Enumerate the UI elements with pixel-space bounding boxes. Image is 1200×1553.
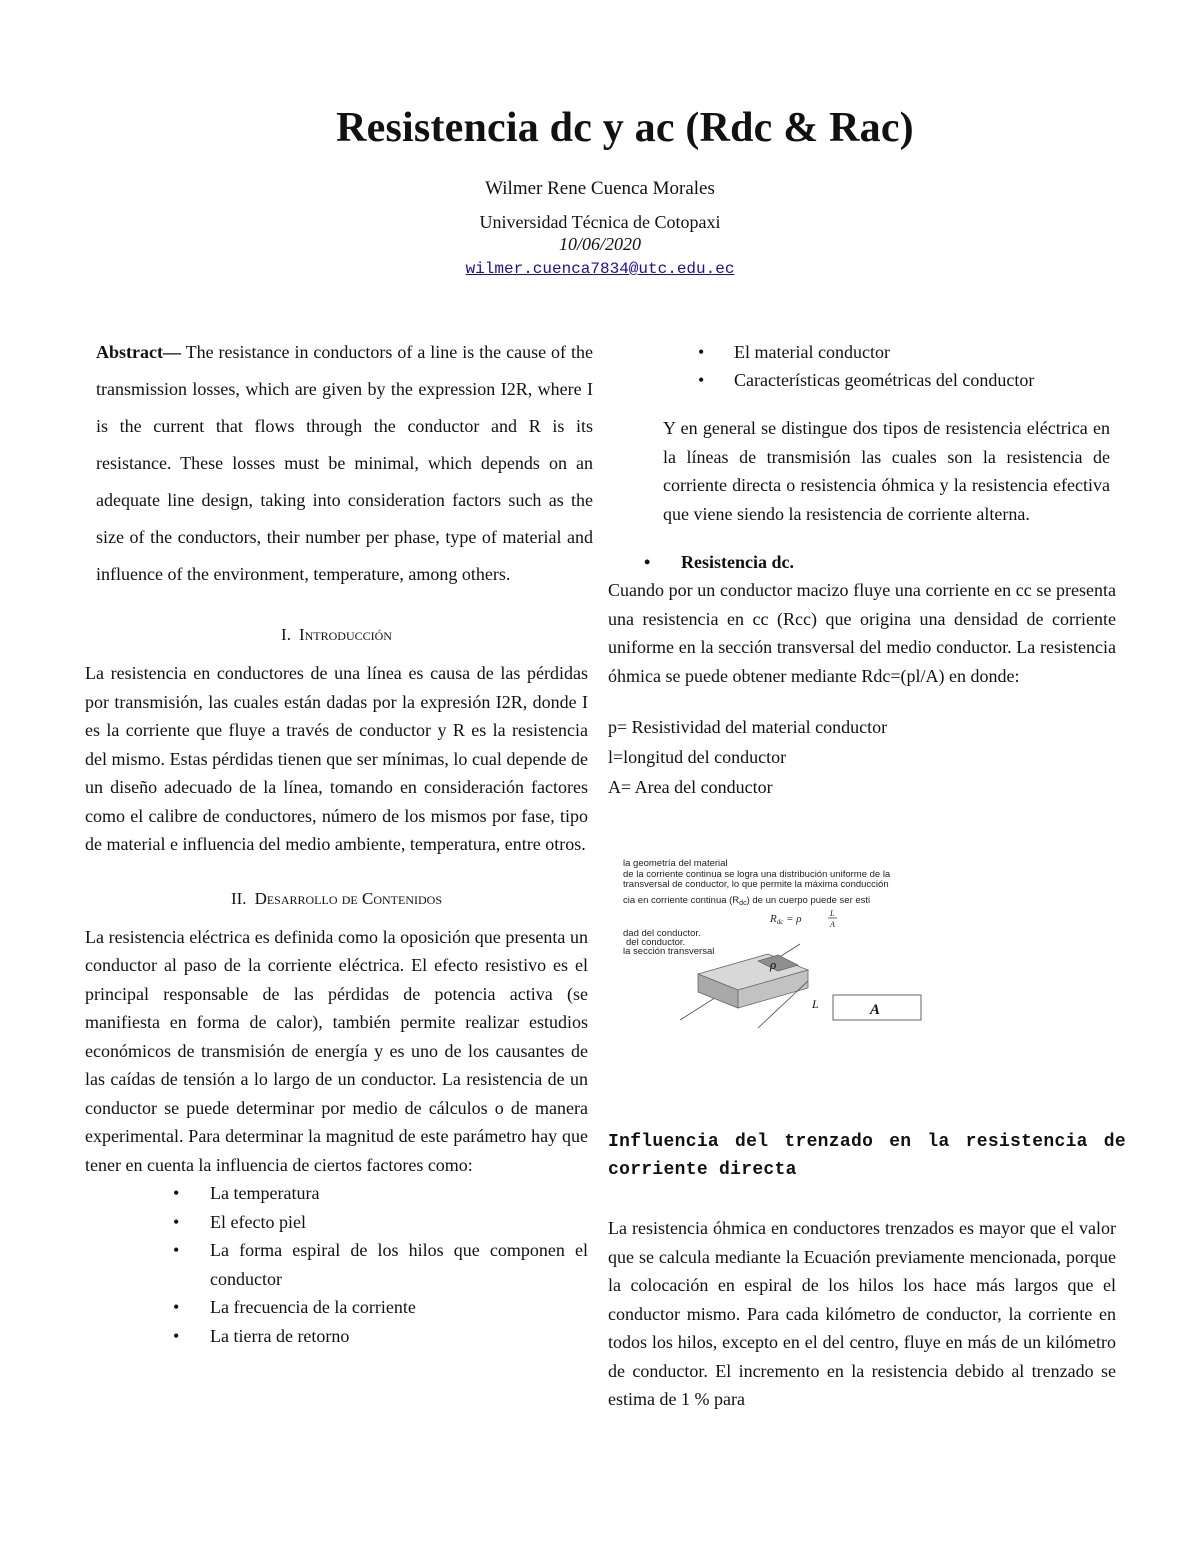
figure-text-line: cia en corriente continua $(R_{dc})$ de un cuerpo puede ser esti — [623, 895, 871, 907]
list-item: • El efecto piel — [170, 1208, 588, 1237]
svg-text:Rdc = ρ: Rdc = ρ — [770, 913, 802, 926]
paper-date: 10/06/2020 — [558, 234, 641, 254]
section-number: II. — [230, 888, 247, 908]
author-email — [0, 260, 1200, 278]
formula — [769, 909, 837, 929]
rdc-text: Cuando por un conductor macizo fluye una corriente en cc se presenta una resistencia en cc (Rcc) que origina una densidad de corriente uniforme en la sección transversal del medio conductor. La resistencia óhmica se puede obtener mediante Rdc=(pl/A) en donde: — [608, 580, 1116, 686]
factors-list — [170, 1179, 588, 1350]
email-link[interactable]: wilmer.cuenca7834@utc.edu.ec — [465, 260, 735, 278]
figure-note: dad del conductor. — [623, 928, 701, 939]
influence-heading: Influencia del trenzado en la resistencia de corriente directa — [608, 1132, 1126, 1180]
section-title: Desarrollo de Contenidos — [254, 888, 443, 908]
list-item: • El material conductor — [698, 338, 1118, 366]
right-column — [608, 334, 1126, 1414]
svg-text:A: A — [830, 920, 835, 929]
resistance-types-text: Y en general se distingue dos tipos de resistencia eléctrica en la líneas de transmisión las cuales son la resistencia de corriente directa o resistencia óhmica y la resistencia efectiva que viene siendo la resistencia de corriente alterna. — [663, 418, 1110, 524]
list-item: • La forma espiral de los hilos que componen el conductor — [170, 1236, 588, 1293]
area-label: A — [870, 1002, 881, 1018]
list-item: • La tierra de retorno — [170, 1322, 588, 1351]
figure-text-line: transversal de conductor, lo que permite la máxima conducción — [623, 879, 889, 890]
author-name: Wilmer Rene Cuenca Morales — [485, 178, 715, 199]
affiliation: Universidad Técnica de Cotopaxi — [479, 212, 721, 232]
figure-text-line: de la corriente continua se logra una distribución uniforme de la — [623, 869, 891, 880]
introduction-text: La resistencia en conductores de una línea es causa de las pérdidas por transmisión, las cuales están dadas por la expresión I2R, donde I es la corriente que fluye a través de conductor y R es la resistencia del mismo. Estas pérdidas tienen que ser mínimas, lo cual depende de un diseño adecuado de la línea, tomando en consideración factores como el calibre de conductores, número de los mismos por fase, tipo de material e influencia del medio ambiente, temperatura, entre otros. — [85, 663, 588, 854]
length-label: L — [812, 997, 819, 1011]
abstract-text: The resistance in conductors of a line is the cause of the transmission losses, which are given by the expression I2R, where I is the current that flows through the conductor and R is its resistance. These losses must be minimal, which depends on an adequate line design, taking into consideration factors such as the size of the conductors, their number per phase, type of material and influence of the environment, temperature, among others. — [96, 342, 593, 584]
section-heading-desarrollo — [85, 889, 588, 909]
desarrollo-text: La resistencia eléctrica es definida como la oposición que presenta un conductor al paso de la corriente eléctrica. El efecto resistivo es el principal responsable de las pérdidas de potencia activa (se manifiesta en forma de calor), también permite realizar estudios económicos de transmisión de energía y es uno de los causantes de las caídas de tensión a lo largo de un conductor. La resistencia de un conductor se puede determinar por medio de cálculos o de manera experimental. Para determinar la magnitud de este parámetro hay que tener en cuenta la influencia de ciertos factores como: — [85, 926, 588, 1175]
abstract — [96, 334, 593, 593]
figure-note: la sección transversal — [623, 946, 715, 957]
list-item: • La frecuencia de la corriente — [170, 1293, 588, 1322]
section-heading-introduction — [85, 625, 588, 645]
section-title: Introducción — [298, 625, 392, 644]
abstract-label: Abstract— — [96, 342, 181, 362]
conductor-diagram — [608, 858, 988, 1038]
conductor-figure — [608, 858, 988, 1038]
figure-text-line: la geometría del material — [623, 858, 728, 869]
definition-length: l=longitud del conductor — [608, 747, 787, 767]
list-item: • La temperatura — [170, 1179, 588, 1208]
rho-label: ρ — [770, 957, 777, 972]
definition-rho: p= Resistividad del material conductor — [608, 717, 888, 737]
definition-area: A= Area del conductor — [608, 777, 773, 797]
definitions — [608, 712, 1118, 802]
rdc-heading: • Resistencia dc. — [608, 548, 1118, 576]
left-column — [85, 334, 593, 1350]
paper-title: Resistencia dc y ac (Rdc & Rac) — [336, 105, 914, 151]
section-number: I. — [281, 625, 291, 644]
figure-note: del conductor. — [626, 937, 686, 948]
svg-text:L: L — [830, 909, 835, 918]
list-item: • Características geométricas del conductor — [698, 366, 1118, 394]
influence-text: La resistencia óhmica en conductores trenzados es mayor que el valor que se calcula mediante la Ecuación previamente mencionada, porque la colocación en espiral de los hilos los hace más largos que el conductor mismo. Para cada kilómetro de conductor, la corriente en todos los hilos, excepto en el del centro, fluye en más de un kilómetro de conductor. El incremento en la resistencia debido al trenzado se estima de 1 % para — [608, 1218, 1116, 1409]
factors-list-continued — [698, 338, 1118, 394]
